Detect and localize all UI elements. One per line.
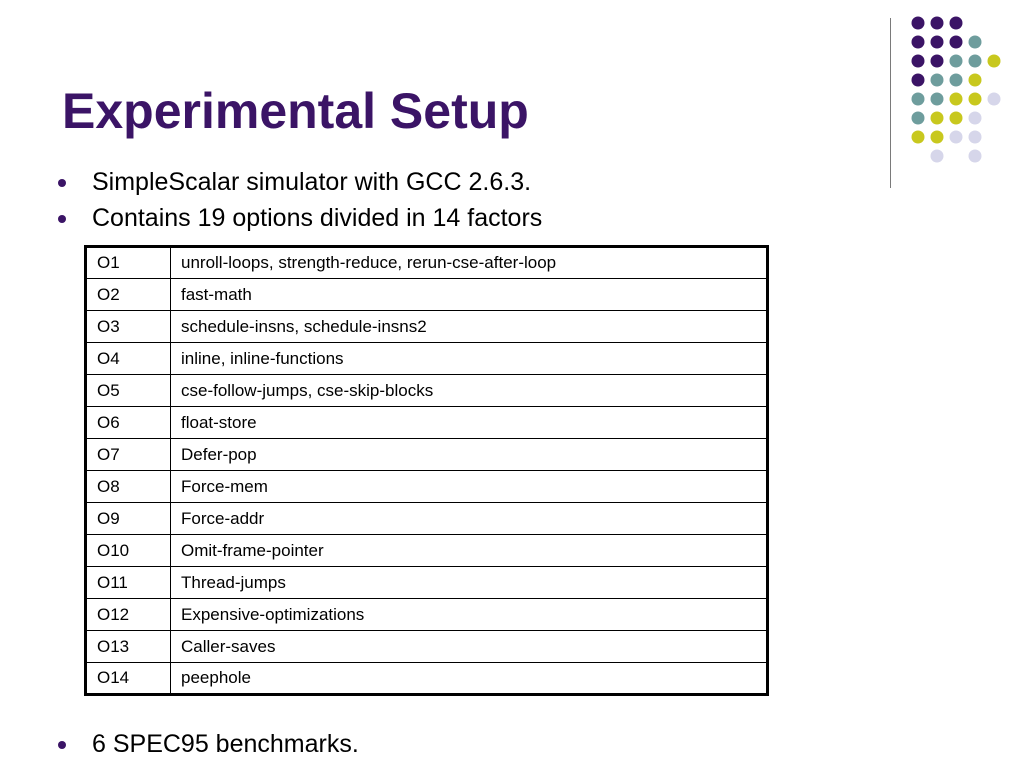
decorative-dot <box>931 74 944 87</box>
decorative-dot <box>912 112 925 125</box>
decorative-dot <box>988 93 1001 106</box>
decorative-dot <box>912 74 925 87</box>
decorative-dot <box>969 93 982 106</box>
option-code-cell: O8 <box>86 471 171 503</box>
options-table <box>84 245 769 696</box>
decorative-dot <box>912 17 925 30</box>
table-row <box>86 503 768 535</box>
decorative-dot <box>969 36 982 49</box>
table-row <box>86 631 768 663</box>
decorative-dot <box>931 93 944 106</box>
decorative-dot <box>969 74 982 87</box>
option-code-cell: O3 <box>86 311 171 343</box>
option-code-cell: O4 <box>86 343 171 375</box>
decorative-dot <box>912 93 925 106</box>
bullet-item <box>58 730 359 759</box>
option-flags-cell: inline, inline-functions <box>171 343 768 375</box>
table-row <box>86 663 768 695</box>
table-row <box>86 311 768 343</box>
table-row <box>86 247 768 279</box>
decorative-dot <box>950 55 963 68</box>
option-code-cell: O12 <box>86 599 171 631</box>
option-code-cell: O11 <box>86 567 171 599</box>
vertical-divider <box>890 18 891 188</box>
decorative-dot <box>950 17 963 30</box>
decorative-dot <box>950 112 963 125</box>
bullet-text: 6 SPEC95 benchmarks. <box>92 730 359 758</box>
table-row <box>86 567 768 599</box>
decorative-dot <box>931 150 944 163</box>
option-flags-cell: Omit-frame-pointer <box>171 535 768 567</box>
bullet-item <box>58 168 531 197</box>
options-table-body <box>86 247 768 695</box>
option-flags-cell: schedule-insns, schedule-insns2 <box>171 311 768 343</box>
bullet-item <box>58 204 542 233</box>
option-flags-cell: fast-math <box>171 279 768 311</box>
bullet-icon <box>58 215 66 223</box>
table-row <box>86 279 768 311</box>
table-row <box>86 535 768 567</box>
option-code-cell: O13 <box>86 631 171 663</box>
option-code-cell: O5 <box>86 375 171 407</box>
decorative-dot <box>950 74 963 87</box>
option-flags-cell: Expensive-optimizations <box>171 599 768 631</box>
decorative-dot <box>969 131 982 144</box>
option-flags-cell: Force-addr <box>171 503 768 535</box>
decorative-dot <box>931 17 944 30</box>
option-code-cell: O9 <box>86 503 171 535</box>
option-code-cell: O7 <box>86 439 171 471</box>
option-code-cell: O10 <box>86 535 171 567</box>
bullet-text: Contains 19 options divided in 14 factors <box>92 204 543 232</box>
option-flags-cell: Thread-jumps <box>171 567 768 599</box>
table-row <box>86 599 768 631</box>
decorative-dot <box>931 131 944 144</box>
bullet-icon <box>58 741 66 749</box>
option-code-cell: O6 <box>86 407 171 439</box>
decorative-dot <box>950 131 963 144</box>
table-row <box>86 439 768 471</box>
table-row <box>86 471 768 503</box>
option-flags-cell: Caller-saves <box>171 631 768 663</box>
option-flags-cell: peephole <box>171 663 768 695</box>
option-flags-cell: Defer-pop <box>171 439 768 471</box>
decorative-dot <box>931 112 944 125</box>
decorative-dot <box>912 36 925 49</box>
slide-title: Experimental Setup <box>62 83 529 139</box>
decorative-dot <box>950 36 963 49</box>
bullet-text: SimpleScalar simulator with GCC 2.6.3. <box>92 168 532 196</box>
table-row <box>86 375 768 407</box>
decorative-dot <box>912 131 925 144</box>
decorative-dot <box>969 55 982 68</box>
bullet-icon <box>58 179 66 187</box>
option-flags-cell: Force-mem <box>171 471 768 503</box>
decorative-dot <box>912 55 925 68</box>
option-flags-cell: float-store <box>171 407 768 439</box>
table-row <box>86 407 768 439</box>
decorative-dot <box>950 93 963 106</box>
option-code-cell: O2 <box>86 279 171 311</box>
decorative-dot <box>969 112 982 125</box>
decorative-dot <box>988 55 1001 68</box>
option-code-cell: O1 <box>86 247 171 279</box>
decorative-dot <box>969 150 982 163</box>
option-code-cell: O14 <box>86 663 171 695</box>
table-row <box>86 343 768 375</box>
decorative-dot <box>931 36 944 49</box>
option-flags-cell: cse-follow-jumps, cse-skip-blocks <box>171 375 768 407</box>
decorative-dot <box>931 55 944 68</box>
option-flags-cell: unroll-loops, strength-reduce, rerun-cse-after-loop <box>171 247 768 279</box>
